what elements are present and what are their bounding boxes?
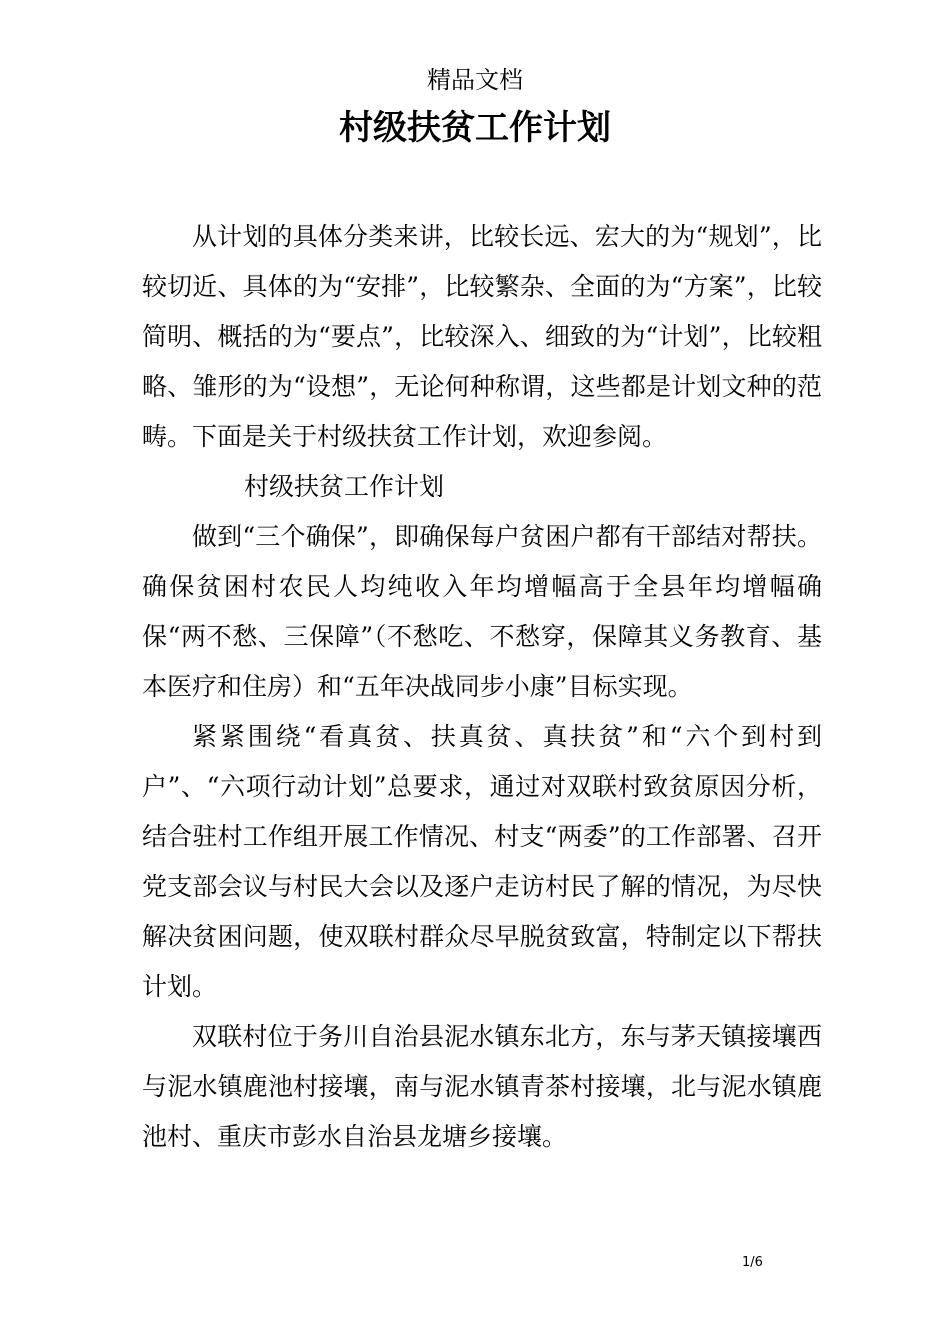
document-title: 村级扶贫工作计划 <box>339 108 611 148</box>
document-header-label: 精品文档 <box>427 66 523 94</box>
body-paragraph: 双联村位于务川自治县泥水镇东北方，东与茅天镇接壤西与泥水镇鹿池村接壤，南与泥水镇青茶村接壤，北与泥水镇鹿池村、重庆市彭水自治县龙塘乡接壤。 <box>142 1022 822 1151</box>
body-paragraph: 做到“三个确保”，即确保每户贫困户都有干部结对帮扶。确保贫困村农民人均纯收入年均增幅高于全县年均增幅确保“两不愁、三保障”（不愁吃、不愁穿，保障其义务教育、基本医疗和住房）和“五年决战同步小康”目标实现。 <box>142 522 822 701</box>
body-paragraph: 紧紧围绕“看真贫、扶真贫、真扶贫”和“六个到村到户”、“六项行动计划”总要求，通过对双联村致贫原因分析，结合驻村工作组开展工作情况、村支“两委”的工作部署、召开党支部会议与村民大会以及逐户走访村民了解的情况，为尽快解决贫困问题，使双联村群众尽早脱贫致富，特制定以下帮扶计划。 <box>142 722 822 1001</box>
document-body <box>142 212 822 1162</box>
page-number: 1/6 <box>742 1255 763 1270</box>
section-subheading: 村级扶贫工作计划 <box>244 472 445 501</box>
intro-paragraph: 从计划的具体分类来讲，比较长远、宏大的为“规划”，比较切近、具体的为“安排”，比较繁杂、全面的为“方案”，比较简明、概括的为“要点”，比较深入、细致的为“计划”，比较粗略、雏形的为“设想”，无论何种称谓，这些都是计划文种的范畴。下面是关于村级扶贫工作计划，欢迎参阅。 <box>142 222 822 451</box>
